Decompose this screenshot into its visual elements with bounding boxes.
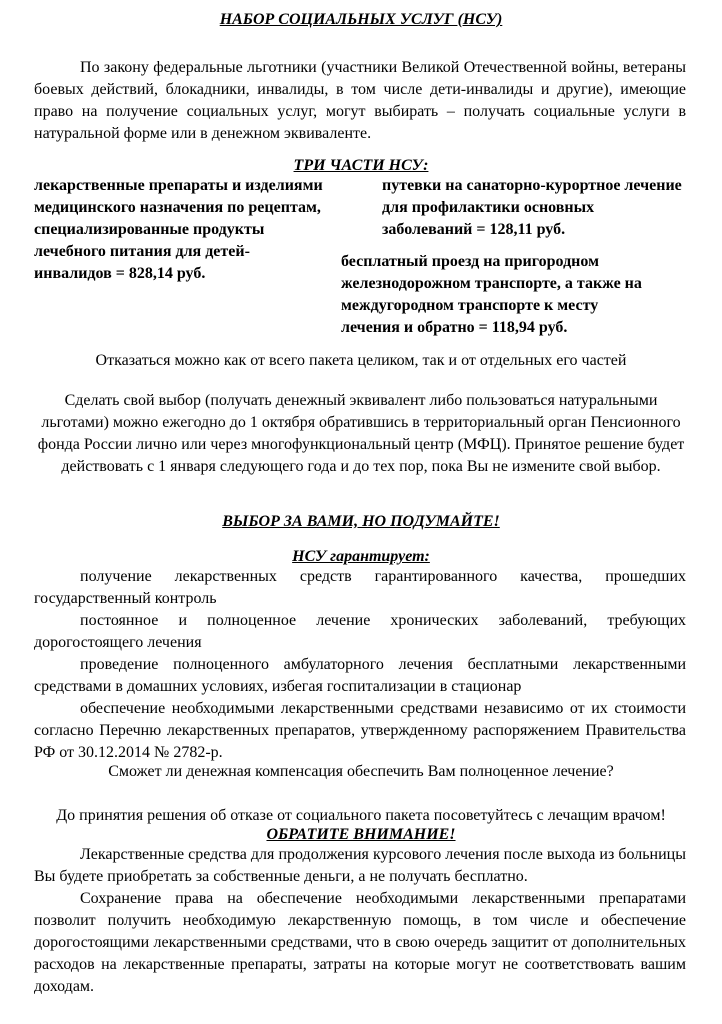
guarantee-item: получение лекарственных средств гарантированного качества, прошедших государственный контроль (34, 568, 686, 607)
attention-paragraph: Лекарственные средства для продолжения курсового лечения после выхода из больницы Вы будете приобретать за собственные деньги, а не получать бесплатно. (34, 846, 686, 885)
page-title: НАБОР СОЦИАЛЬНЫХ УСЛУГ (НСУ) (219, 11, 503, 28)
choice-heading: ВЫБОР ЗА ВАМИ, НО ПОДУМАЙТЕ! (222, 513, 500, 530)
refuse-note: Отказаться можно как от всего пакета целиком, так и от отдельных его частей (95, 352, 627, 369)
parts-heading: ТРИ ЧАСТИ НСУ: (293, 157, 429, 174)
guarantee-list (34, 566, 686, 764)
advice-line: До принятия решения об отказе от социального пакета посоветуйтесь с лечащим врачом! (56, 807, 666, 824)
guarantee-item: проведение полноценного амбулаторного лечения бесплатными лекарственными средствами в домашних условиях, избегая госпитализации в стационар (34, 656, 686, 695)
intro-paragraph: По закону федеральные льготники (участники Великой Отечественной войны, ветераны боевых действий, блокадники, инвалиды, в том числе дети-инвалиды и другие), имеющие право на получение социальных услуг, могут выбирать – получать социальные услуги в натуральной форме или в денежном эквиваленте. (34, 59, 686, 142)
part-medicines: лекарственные препараты и изделиями медицинского назначения по рецептам, специализированные продукты лечебного питания для детей-инвалидов = 828,14 руб. (34, 177, 323, 282)
guarantee-heading: НСУ гарантирует: (292, 548, 430, 565)
part-sanatorium: путевки на санаторно-курортное лечение для профилактики основных заболеваний = 128,11 руб. (382, 177, 682, 238)
guarantee-item: обеспечение необходимыми лекарственными средствами независимо от их стоимости согласно Перечню лекарственных препаратов, утвержденному распоряжением Правительства РФ от 30.12.2014 № 2782-р. (34, 700, 686, 761)
guarantee-item: постоянное и полноценное лечение хронических заболеваний, требующих дорогостоящего лечения (34, 612, 686, 651)
attention-paragraph: Сохранение права на обеспечение необходимыми лекарственными препаратами позволит получить необходимую лекарственную помощь, в том числе и обеспечение дорогостоящими лекарственными средствами, что в свою очередь защитит от дополнительных расходов на лекарственные препараты, затраты на которые могут не соответствовать вашим доходам. (34, 890, 686, 995)
part-transport: бесплатный проезд на пригородном железнодорожном транспорте, а также на междугородном транспорте к месту лечения и обратно = 118,94 руб. (341, 253, 642, 336)
choice-paragraph: Сделать свой выбор (получать денежный эквивалент либо пользоваться натуральными льготами) можно ежегодно до 1 октября обратившись в территориальный орган Пенсионного фонда России лично или через многофункциональный центр (МФЦ). Принятое решение будет действовать с 1 января следующего года и до тех пор, пока Вы не измените свой выбор. (37, 392, 685, 475)
attention-list (34, 844, 686, 998)
attention-heading: ОБРАТИТЕ ВНИМАНИЕ! (266, 826, 456, 843)
question-line: Сможет ли денежная компенсация обеспечить Вам полноценное лечение? (108, 763, 614, 780)
